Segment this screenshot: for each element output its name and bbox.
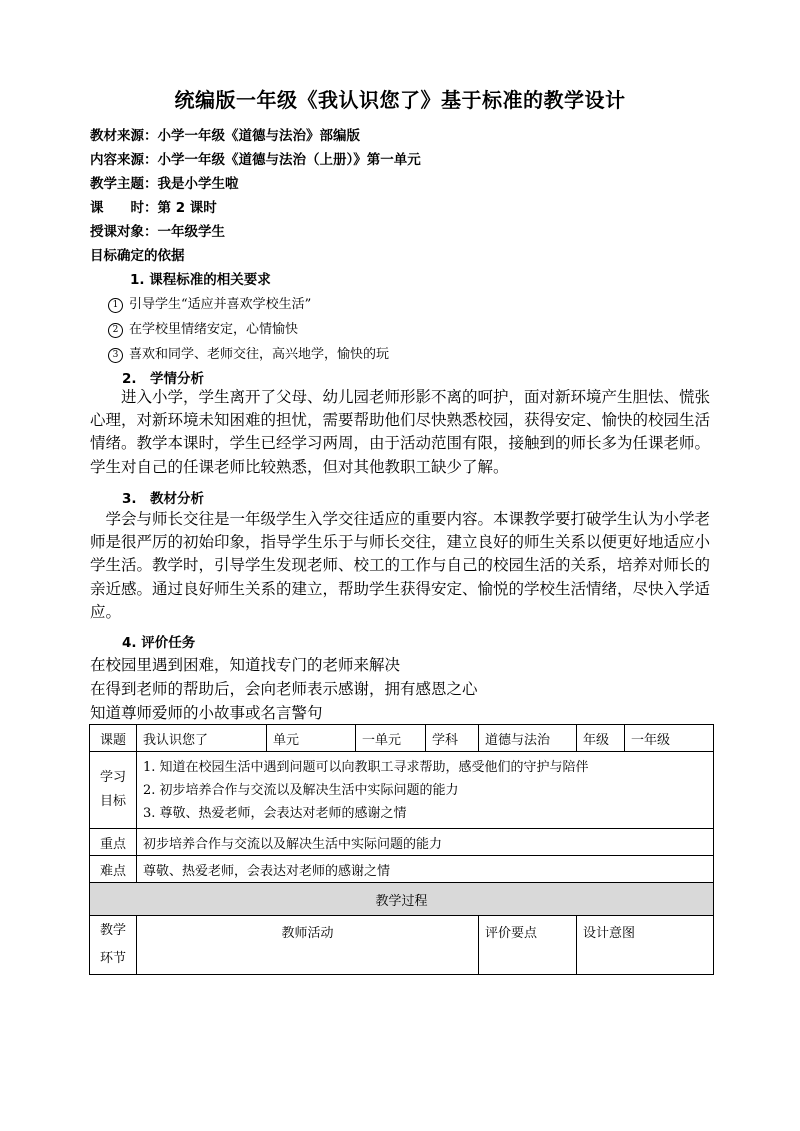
basis-heading: 目标确定的依据 [90, 248, 185, 264]
meta-label: 教学主题： [90, 176, 158, 192]
standards-heading: 1. 课程标准的相关要求 [130, 272, 271, 288]
standard-text: 引导学生“适应并喜欢学校生活” [129, 297, 312, 312]
goal-item: 1. 知道在校园生活中遇到问题可以向教职工寻求帮助，感受他们的守护与陪伴 [143, 759, 589, 775]
meta-period [90, 196, 217, 216]
meta-audience [90, 220, 225, 240]
meta-source [90, 124, 360, 144]
material-analysis-text: 学会与师长交往是一年级学生入学交往适应的重要内容。本课教学要打破学生认为小学老师是很严厉的初始印象，指导学生乐于与师长交往，建立良好的师生关系以便更好地适应小学生活。教学时，引导学生发现老师、校工的工作与自己的校园生活的关系，培养对师长的亲近感。通过良好师生关系的建立，帮助学生获得安定、愉悦的学校生活情绪，尽快入学适应。 [90, 510, 711, 621]
meta-value: 我是小学生啦 [157, 176, 239, 192]
meta-value: 一年级学生 [157, 224, 225, 240]
course-value: 我认识您了 [137, 725, 267, 752]
teacher-activity-header: 教师活动 [137, 916, 479, 975]
subject-value: 道德与法治 [479, 725, 577, 752]
subject-label: 学科 [426, 725, 479, 752]
stage-column-header [90, 916, 137, 975]
evaluation-item: 在得到老师的帮助后，会向老师表示感谢，拥有感恩之心 [90, 680, 478, 698]
meta-label: 内容来源： [90, 152, 158, 168]
learner-heading: 2. 学情分析 [122, 371, 205, 387]
key-value: 初步培养合作与交流以及解决生活中实际问题的能力 [137, 829, 714, 856]
meta-label: 课 时： [90, 200, 158, 216]
circled-number: 1 [108, 298, 123, 313]
meta-label: 授课对象： [90, 224, 158, 240]
goals-label-line: 目标 [99, 794, 126, 809]
course-row [90, 725, 714, 752]
meta-content [90, 148, 421, 168]
goal-item: 3. 尊敬、热爱老师，会表达对老师的感谢之情 [143, 805, 407, 821]
lesson-table [89, 724, 714, 975]
unit-value: 一单元 [356, 725, 426, 752]
standard-text: 喜欢和同学、老师交往，高兴地学，愉快的玩 [129, 347, 390, 362]
difficulty-row [90, 856, 714, 883]
goals-label-line: 学习 [99, 770, 126, 785]
design-intent-header: 设计意图 [577, 916, 714, 975]
meta-label: 教材来源： [90, 128, 158, 144]
evaluation-item: 在校园里遇到困难，知道找专门的老师来解决 [90, 656, 401, 674]
meta-value: 小学一年级《道德与法治》部编版 [157, 128, 360, 144]
learner-analysis-text: 进入小学，学生离开了父母、幼儿园老师形影不离的呵护，面对新环境产生胆怯、慌张心理，对新环境未知困难的担忧，需要帮助他们尽快熟悉校园，获得安定、愉快的校园生活情绪。教学本课时，学生已经学习两周，由于活动范围有限，接触到的师长多为任课老师。学生对自己的任课老师比较熟悉，但对其他教职工缺少了解。 [90, 388, 711, 476]
grade-value: 一年级 [625, 725, 714, 752]
meta-value: 第 2 课时 [157, 200, 217, 216]
standard-text: 在学校里情绪安定，心情愉快 [129, 322, 299, 337]
circled-number: 2 [108, 323, 123, 338]
evaluation-heading: 4. 评价任务 [122, 635, 196, 651]
goals-label [90, 752, 137, 829]
difficulty-label: 难点 [90, 856, 137, 883]
goal-item: 2. 初步培养合作与交流以及解决生活中实际问题的能力 [143, 782, 459, 798]
goals-cell [137, 752, 714, 829]
stage-header-line: 环节 [99, 951, 126, 966]
key-row [90, 829, 714, 856]
standard-item [108, 343, 389, 363]
unit-label: 单元 [267, 725, 356, 752]
standard-item [108, 293, 311, 313]
process-columns-row [90, 916, 714, 975]
material-heading: 3. 教材分析 [122, 491, 205, 507]
evaluation-points-header: 评价要点 [479, 916, 577, 975]
stage-header-line: 教学 [99, 923, 126, 938]
grade-label: 年级 [577, 725, 625, 752]
process-header-row [90, 883, 714, 916]
difficulty-value: 尊敬、热爱老师，会表达对老师的感谢之情 [137, 856, 714, 883]
key-label: 重点 [90, 829, 137, 856]
meta-value: 小学一年级《道德与法治（上册）》第一单元 [157, 152, 421, 168]
standard-item [108, 318, 298, 338]
circled-number: 3 [108, 348, 123, 363]
course-label: 课题 [90, 725, 137, 752]
document-title: 统编版一年级《我认识您了》基于标准的教学设计 [174, 88, 626, 112]
process-header: 教学过程 [90, 883, 714, 916]
meta-theme [90, 172, 239, 192]
goals-row [90, 752, 714, 829]
evaluation-item: 知道尊师爱师的小故事或名言警句 [90, 704, 323, 722]
